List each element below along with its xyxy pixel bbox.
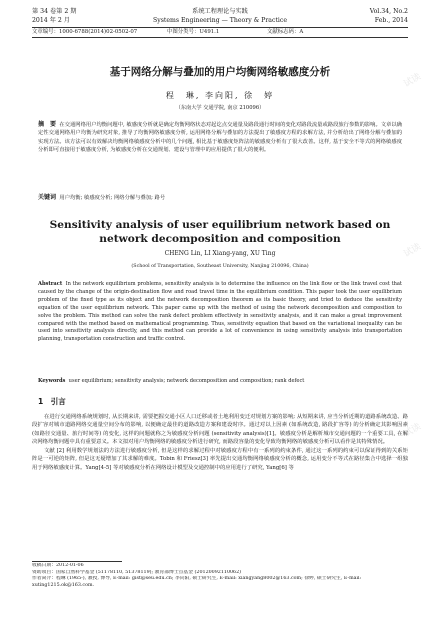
article-id: 文章编号：1000-6788(2014)02-0502-07: [32, 29, 138, 35]
section-body: [32, 413, 408, 472]
keywords-en: [38, 378, 402, 386]
footnote-divider: [32, 561, 122, 562]
journal-name-en: Systems Engineering — Theory & Practice: [152, 17, 288, 24]
affiliation-en: (School of Transportation, Southeast University, Nanjing 210096, China): [131, 264, 309, 269]
abstract-zh: [38, 121, 402, 155]
abstract-en-label: Abstract: [38, 281, 63, 287]
keywords-zh-text: 用户均衡; 敏感度分析; 网络分解与叠加; 路号: [59, 195, 166, 201]
title-en: Sensitivity analysis of user equilibrium network based on network decomposition and composition: [49, 219, 391, 245]
journal-name-zh: 系统工程理论与实践: [192, 8, 248, 15]
abstract-zh-label: 摘 要: [38, 121, 57, 128]
authors-en: CHENG Lin, LI Xiang-yang, XU Ting: [164, 250, 276, 257]
volume-en: Vol.34, No.2: [369, 8, 408, 15]
authors-zh: 程 琳, 李向阳, 徐 婷: [165, 91, 275, 100]
document-code: 文献标志码：A: [267, 29, 304, 35]
footnotes: [32, 563, 408, 589]
date-en: Feb., 2014: [374, 17, 408, 24]
title-zh: 基于网络分解与叠加的用户均衡网络敏感度分析: [109, 66, 331, 78]
keywords-zh-label: 关键词: [38, 194, 57, 201]
issue-zh: 第 34 卷第 2 期: [32, 8, 77, 15]
metadata-divider: [32, 37, 408, 38]
abstract-en-text: In the network equilibrium problems, sensitivity analysis is to determine the influence on the link flow or the link travel cost that caused by the change of the origin-destination flow and road travel time in the equilibrium condition. This paper took the user equilibrium problem of the fixed type as its object and the network decomposition theorem as its basic theory, and tried to deduce the sensitivity equation of the user equilibrium network. This paper came up with the method of using the network decomposition and composition to solve the problem. This method can solve the rank defect problem effectively in sensitivity analysis, and it can make a great improvement compared with the method based on mathematical programming. Thus, sensitivity equation that based on the variational inequality can be used into sensitivity analysis directly, and this method can provide a lot of convenience in using sensitivity analysis into transportation planning, transportation construction and traffic control.: [38, 281, 402, 343]
keywords-en-text: user equilibrium; sensitivity analysis; network decomposition and composition; rank defect: [68, 378, 305, 384]
keywords-en-label: Keywords: [38, 378, 66, 384]
abstract-zh-text: 在交通网络用户均衡问题中, 敏感度分析就是确定均衡网络状态对起讫点交通量及路段通行时间的变化对路段流量或路段旅行参数的影响。文章以确定性交通网络用户均衡为研究对象, 推导了均衡网络敏感度分析, 运用网络分解与叠加的方法提出了敏感度方程的求解方法, 并分析给出了网络分解与叠加的实现方法。该方法可以有效解决均衡网络敏感度分析中的几个问题, 相比基于敏感度矩阵法的敏感度分析有了很大改善。这样, 基于安全不等式的网络敏感度分析即可直接用于敏感度分析, 为敏感度分析在交通规划、建设与管理中的应用提供了很大的便利。: [38, 122, 402, 154]
affiliation-zh: （东南大学 交通学院, 南京 210096）: [175, 105, 265, 111]
watermark: 试读: [402, 241, 423, 260]
date-zh: 2014 年 2 月: [32, 17, 70, 24]
funding: 资助项目：国家自然科学基金 (51178110, 51378119); 教育部博士点基金 (20120092110062): [32, 569, 242, 575]
body-paragraph: 文献 [2] 利用数学规划法的方法进行敏感度分析, 但是这样的求解过程中对敏感度方程中有一系列的约束条件, 通过这一系列的约束可以保证得到的关系矩阵是一可逆的矩阵, 但是这无疑增加了其求解的难度。Tobin 和 Friesz[3] 率先提出交通均衡网络敏感度分析的概念, 运用变分不等式在路径集合中选择一组独用于网络敏感度计算。Yang[4-5] 等对敏感度分析在网络设计模型及交通控制中的应用进行了研究, Yang[6] 等: [32, 447, 408, 471]
section-heading: 1 引言: [38, 397, 66, 406]
abstract-en: [38, 281, 402, 344]
received-date: 收稿日期：2012-01-06: [32, 563, 84, 568]
watermark: 试读: [402, 71, 423, 90]
keywords-zh: [38, 194, 402, 202]
author-bio: 作者简介：程琳 (1965-), 教授, 博导, E-mail: gist@seu.edu.cn; 李向阳, 硕士研究生, E-mail: xiangyang8002@163.com; 徐婷, 硕士研究生, E-mail: xuting1215.ok@163.com.: [32, 576, 362, 588]
body-paragraph: 在进行交通网络系统规划时, 从长期来讲, 需要把握交通小区人口迁移或者土地利用变迁对规划方案的影响; 从短期来讲, 应当分析近期的道路系统改造、路段扩容对城市道路网络交通量空间分布的影响, 以便确定最佳的道路改造方案和建设时序。通过对以上因素 (如系统改造, 路段扩容等) 的分析确定其影响因素 (如路径交通量、旅行时间等) 的变化, 这样的问题就称之为敏感度分析问题 (sensitivity analysis)[1]。敏感度分析是解析城市交通问题的一个重要工具, 在解决网络均衡问题中具有重要意义。本文拟对用户均衡网络的敏感度分析进行研究, 而路段容量的变化导致均衡网络的敏感度分析可以看作是其特殊情况。: [32, 414, 408, 446]
watermark: 试读: [402, 421, 423, 440]
clc-number: 中图分类号：U491.1: [167, 29, 220, 35]
